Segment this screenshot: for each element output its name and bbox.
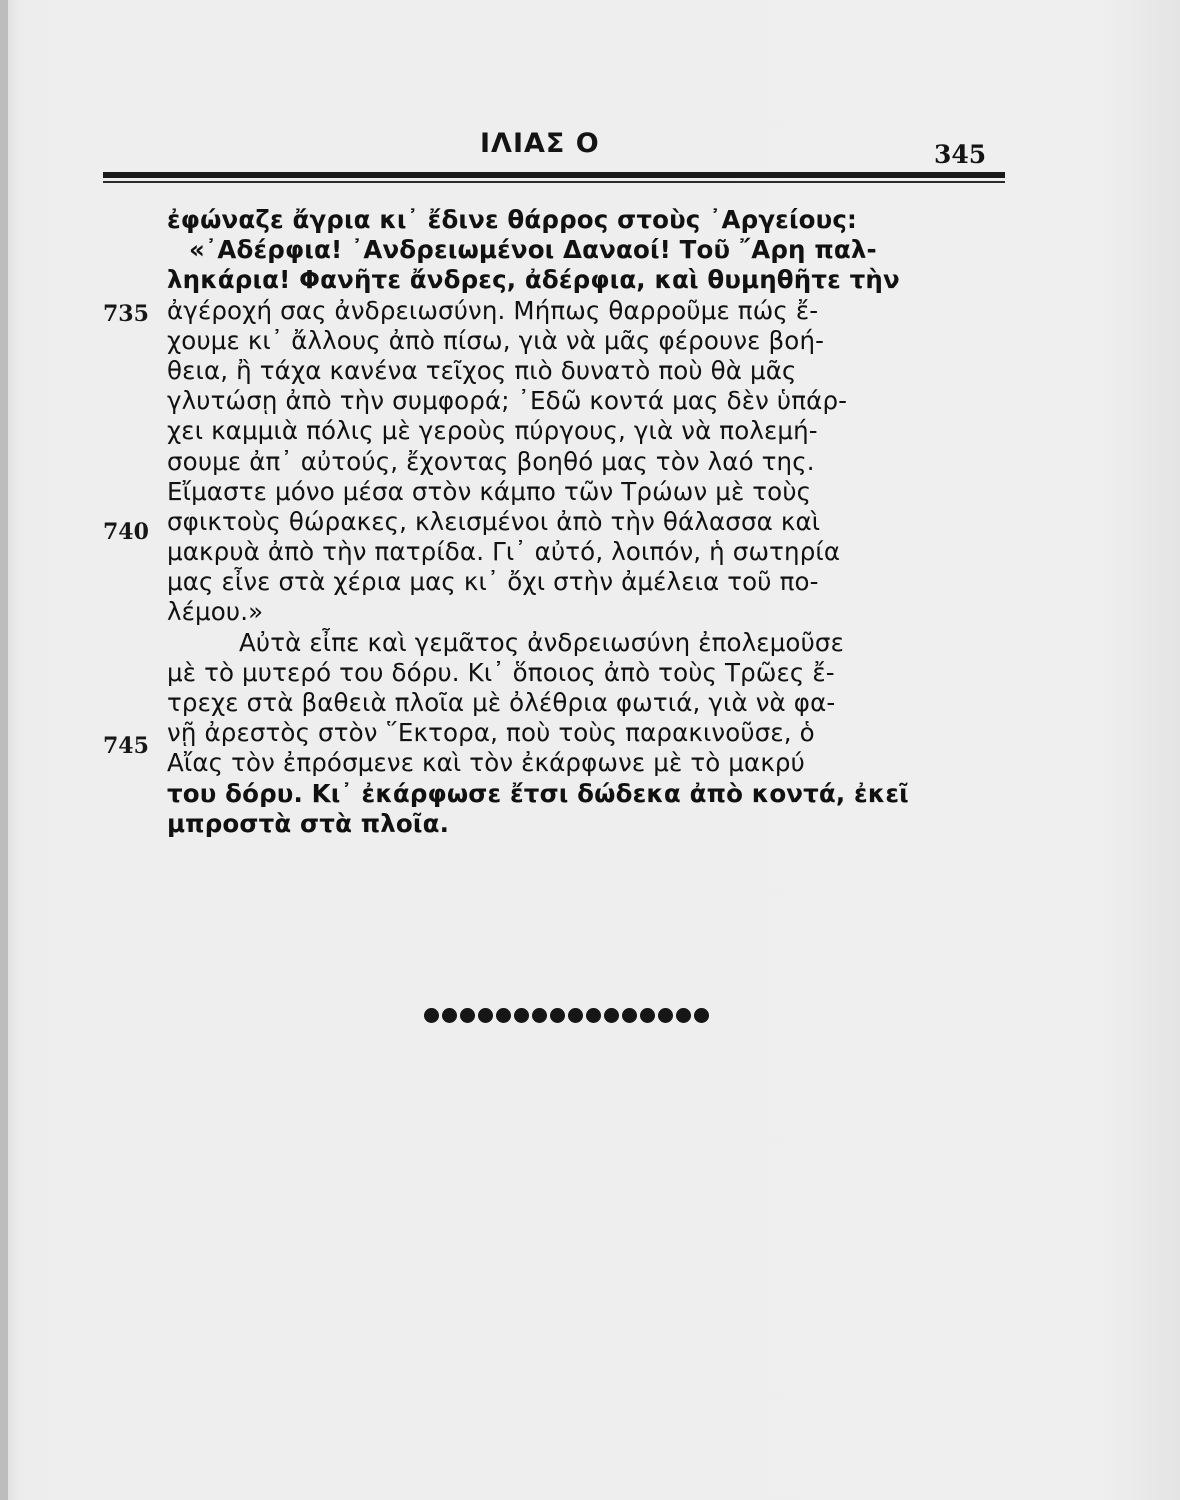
text-line: σφικτοὺς θώρακες, κλεισμένοι ἀπὸ τὴν θάλασσα καὶ [167,506,821,536]
ornament-dot [550,1008,565,1023]
text-line: «᾽Αδέρφια! ᾽Ανδρειωμένοι Δαναοί! Τοῦ ῎Αρη παλ- [189,235,877,265]
ornament-dot [640,1008,655,1023]
text-line: ἐφώναζε ἄγρια κι᾽ ἔδινε θάρρος στοὺς ᾽Αργείους: [167,205,857,234]
text-line: γλυτώσῃ ἀπὸ τὴν συμφορά; ᾽Εδῶ κοντά μας δὲν ὑπάρ- [167,386,848,416]
text-line: ἀγέροχή σας ἀνδρειωσύνη. Μήπως θαρροῦμε πώς ἔ- [167,295,819,325]
text-line: Εἴμαστε μόνο μέσα στὸν κάμπο τῶν Τρώων μὲ τοὺς [167,476,812,506]
line-number-735: 735 [103,301,149,327]
ornament-dot [532,1008,547,1023]
ornament-dot [514,1008,529,1023]
running-header-title: ΙΛΙΑΣ Ο [480,128,600,159]
ornament-dot [424,1008,439,1023]
ornament-dot [694,1008,709,1023]
text-line: νῇ ἀρεστὸς στὸν ῞Εκτορα, ποὺ τοὺς παρακινοῦσε, ὁ [167,718,815,748]
page-number: 345 [934,140,987,169]
text-line: τρεχε στὰ βαθειὰ πλοῖα μὲ ὀλέθρια φωτιά, γιὰ νὰ φα- [167,688,836,717]
text-line: θεια, ἢ τάχα κανένα τεῖχος πιὸ δυνατὸ ποὺ θὰ μᾶς [167,355,797,385]
text-line: χουμε κι᾽ ἄλλους ἀπὸ πίσω, γιὰ νὰ μᾶς φέρουνε βοή- [167,325,825,355]
ornament-dot [604,1008,619,1023]
ornament-dot [568,1008,583,1023]
ornament-dot [586,1008,601,1023]
text-line: μακρυὰ ἀπὸ τὴν πατρίδα. Γι᾽ αὐτό, λοιπόν, ἡ σωτηρία [167,537,841,567]
text-line: Αἴας τὸν ἐπρόσμενε καὶ τὸν ἐκάρφωνε μὲ τὸ μακρύ [167,748,805,778]
page-spine-edge [0,0,8,1500]
ornament-dot [442,1008,457,1023]
text-line: χει καμμιὰ πόλις μὲ γεροὺς πύργους, γιὰ νὰ πολεμή- [167,416,818,446]
line-number-740: 740 [103,519,149,545]
ornament-dot [460,1008,475,1023]
text-line: μὲ τὸ μυτερό του δόρυ. Κι᾽ ὅποιος ἀπὸ τοὺς Τρῶες ἔ- [167,657,835,687]
verse-text-block [167,205,1015,839]
text-line: ληκάρια! Φανῆτε ἄνδρες, ἀδέρφια, καὶ θυμηθῆτε τὴν [167,265,900,295]
ornament-dot [496,1008,511,1023]
ornament-dot-row [424,1008,709,1023]
header-rule-thick [103,172,1005,178]
text-line: μας εἶνε στὰ χέρια μας κι᾽ ὄχι στὴν ἀμέλεια τοῦ πο- [167,567,819,597]
header-rule-thin [103,181,1005,183]
ornament-dot [622,1008,637,1023]
text-line: μπροστὰ στὰ πλοῖα. [167,808,450,838]
ornament-dot [478,1008,493,1023]
ornament-dot [658,1008,673,1023]
ornament-dot [676,1008,691,1023]
text-line: του δόρυ. Κι᾽ ἐκάρφωσε ἔτσι δώδεκα ἀπὸ κοντά, ἐκεῖ [167,778,909,808]
text-line: Αὐτὰ εἶπε καὶ γεμᾶτος ἀνδρειωσύνη ἐπολεμοῦσε [239,627,844,657]
text-line: λέμου.» [167,597,264,627]
line-number-745: 745 [103,733,149,759]
text-line: σουμε ἀπ᾽ αὐτούς, ἔχοντας βοηθό μας τὸν λαό της. [167,446,815,476]
